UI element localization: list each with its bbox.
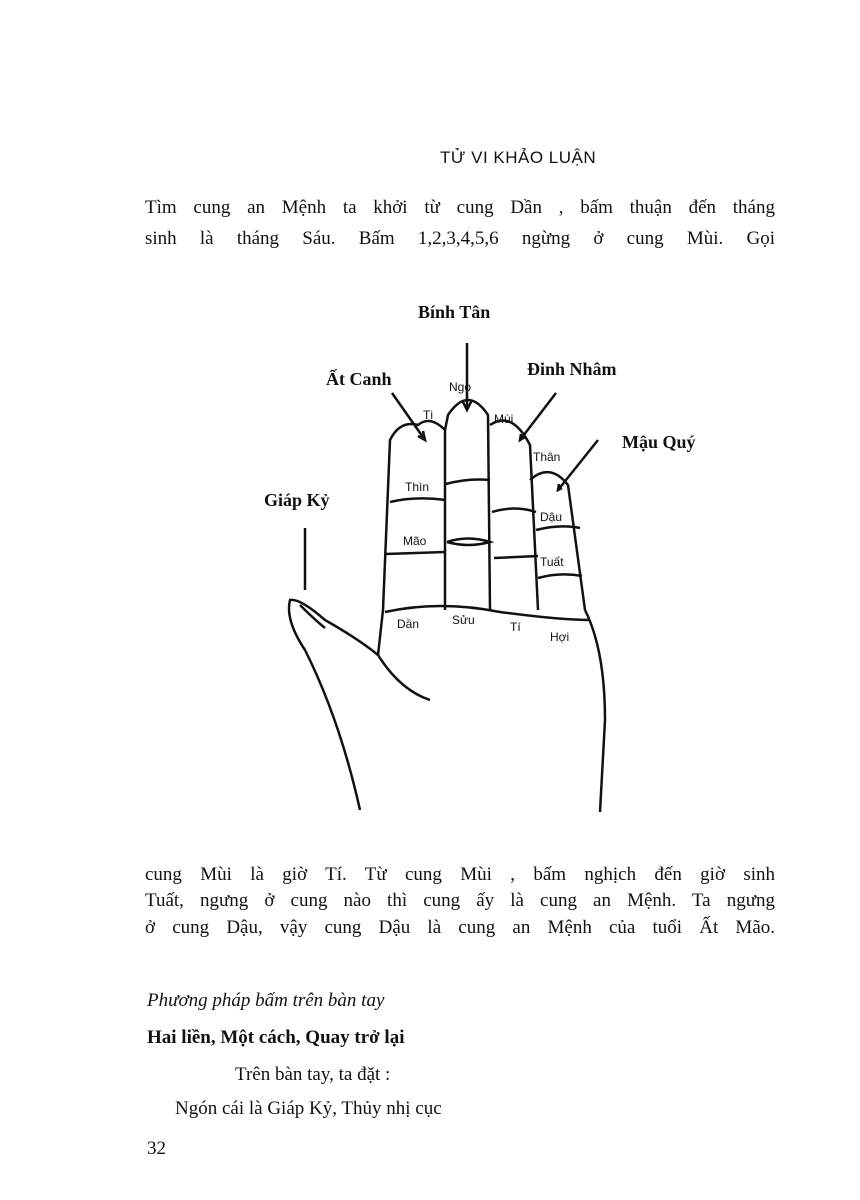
section-title: Phương pháp bấm trên bàn tay xyxy=(147,990,385,1011)
cell-label: Sửu xyxy=(452,613,475,627)
pointer-label-giap-ky: Giáp Kỷ xyxy=(264,490,330,510)
paragraph-line: ở cung Dậu, vậy cung Dậu là cung an Mệnh của tuổi Ất Mão. xyxy=(145,917,775,938)
subtitle: Hai liền, Một cách, Quay trở lại xyxy=(147,1027,405,1048)
cell-label: Mùi xyxy=(494,412,514,426)
cell-label: Dần xyxy=(397,617,420,631)
cell-label: Tuất xyxy=(540,555,564,569)
cell-label: Thân xyxy=(533,450,561,464)
paragraph-line: Tìm cung an Mệnh ta khởi từ cung Dần , bấm thuận đến tháng xyxy=(145,197,775,218)
cell-label: Tị xyxy=(423,408,433,422)
pointer-label-binh-tan: Bính Tân xyxy=(418,302,491,322)
pointer-label-at-canh: Ất Canh xyxy=(326,369,392,389)
cell-label: Hợi xyxy=(550,630,570,644)
body-line: Trên bàn tay, ta đặt : xyxy=(235,1064,391,1085)
paragraph-line: sinh là tháng Sáu. Bấm 1,2,3,4,5,6 ngừng ở cung Mùi. Gọi xyxy=(145,228,775,249)
cell-label: Mão xyxy=(403,534,427,548)
cell-label: Ngọ xyxy=(449,380,472,394)
cell-label: Dậu xyxy=(540,510,563,524)
pointer-label-mau-quy: Mậu Quý xyxy=(622,432,696,452)
running-header: TỬ VI KHẢO LUẬN xyxy=(440,148,597,167)
cell-label: Tí xyxy=(510,620,521,634)
pointer-label-dinh-nham: Đinh Nhâm xyxy=(527,359,617,379)
cell-label: Thìn xyxy=(405,480,430,494)
page-number: 32 xyxy=(147,1138,166,1159)
paragraph-line: cung Mùi là giờ Tí. Từ cung Mùi , bấm nghịch đến giờ sinh xyxy=(145,864,775,885)
paragraph-line: Tuất, ngưng ở cung nào thì cung ấy là cung an Mệnh. Ta ngưng xyxy=(145,890,775,911)
body-line: Ngón cái là Giáp Kỷ, Thủy nhị cục xyxy=(175,1098,442,1119)
